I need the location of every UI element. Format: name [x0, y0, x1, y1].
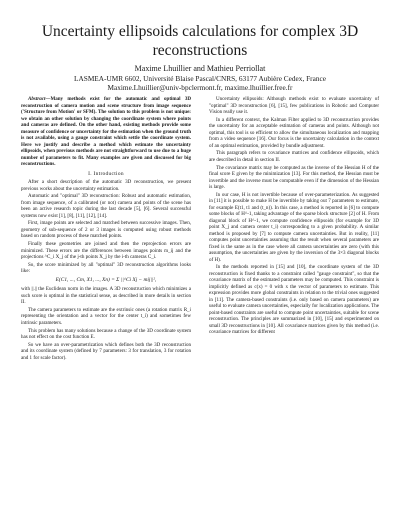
paragraph: In our case, H is not invertible because of over-parameterization. As suggested in [11] it is possible to make H be invertible by taking out 7 parameters to estimate, for example E(t1, t1 and (t_n)). In this case, a method is reported in [6] to compute some blocks of H^-1, taking advantage of the sparse block structure [2] of H. From diagonal block of H^-1, we compute confidence ellipsoids (for example for 3D point X_j and camera center t_i) corresponding to a given probability. A similar method is proposed by [7] to compute camera uncertainties. But in reality, [11] computes point uncertainties assuming that the result when several parameters are fixed is the same as in the case where all camera uncertainties are zero (with this assumption, the uncertainties are given by the inversion of the 3×3 diagonal blocks of H).: [209, 191, 379, 263]
author-block: [20, 64, 380, 92]
paragraph: with ||.|| the Euclidean norm in the images. A 3D reconstruction which minimizes a such score is optimal in the statistical sense, as described in more details in section II.: [21, 286, 191, 306]
abstract-label: Abstract—: [28, 96, 51, 102]
paragraph: In the methods reported in [15] and [10], the coordinate system of the 3D reconstruction is fixed thanks to a constraint called "gauge constraint", so that the covariance matrix of the estimated parameters may be computed. This constraint is implicitly defined as c(x) = 0 with x the vector of parameters to estimate. This expression provides more global constraints in relation to the trivial ones suggested in [11]. The camera-based constraints (i.e. only based on camera parameters) are useful to evaluate camera uncertainties, especially for localization applications. The point-based constraints are useful to compute point uncertainties, suitable for scene reconstruction. The principles are summarized in [10], [15] and experimented on small 3D reconstructions in [10]. All covariance matrices given by this method (i.e. covariance matrices for different: [209, 264, 379, 336]
paragraph: This paragraph refers to covariance matrices and confidence ellipsoids, which are described in detail in section II.: [209, 150, 379, 163]
author-emails: Maxime.Lhuillier@univ-bpclermont.fr, maxime.lhuillier.free.fr: [107, 83, 293, 92]
paragraph: So, the score minimized by all "optimal" 3D reconstruction algorithms looks like:: [21, 261, 191, 275]
paragraph: In a different context, the Kalman Filter applied to 3D reconstruction provides the uncertainty for an acceptable estimation of cameras and points. Although not optimal, this tool is so efficient to allow the simultaneous localization and mapping from a video sequence [16]. Our focus is the uncertainty calculation in the context of an optimal estimation, provided by bundle adjustment.: [209, 116, 379, 149]
paragraph: Finally these geometries are joined and then the reprojection errors are minimized. These errors are the differences between images points m_ij and the projections ^C_i X_j of the j-th points X_j by the i-th cameras C_i.: [21, 241, 191, 261]
section-heading-introduction: I. Introduction: [88, 170, 124, 177]
abstract: [21, 96, 191, 168]
score-equation: E(C1, ..., Cm, X1, ..., Xn) = Σ ||^Ci Xj − mij||²,: [55, 276, 157, 283]
abstract-text: Many methods exist for the automatic and optimal 3D reconstruction of camera motion and scene structure from image sequence ('Structure from Motion' or SFM). The solution to this problem is not unique: we obtain an other solution by changing the coordinate system where points and cameras are defined. On the other hand, existing methods provide some measure of confidence or uncertainty for the estimation when the ground truth is not available, using a gauge constraint which settle the coordinate system. Here we justify and describe a method which estimate the uncertainty ellipsoids, when previous methods are not straightforward to use due to a huge number of parameters to fit. Many examples are given and discussed for big reconstructions.: [21, 96, 191, 167]
paragraph: First, image points are selected and matched between successive images. Then, geometry of sub-sequence of 2 or 3 images is computed using robust methods based on random process of these matched points.: [21, 220, 191, 240]
paragraph: After a short description of the automatic 3D reconstruction, we present previous works about the uncertainty estimation.: [21, 179, 191, 192]
author-names: Maxime Lhuillier and Mathieu Perriollat: [134, 64, 266, 73]
paper-title: Uncertainty ellipsoids calculations for complex 3D reconstructions: [41, 23, 359, 59]
paragraph: Uncertainty ellipsoids: Although methods exist to evaluate uncertainty of "optimal" 3D reconstruction [6], [15], few publications in Robotic and Computer Vision really use it.: [209, 96, 379, 115]
paragraph: So we have an over-parametrization which defines both the 3D reconstruction and its coordinate system (defined by 7 parameters: 3 for translation, 3 for rotation and 1 for scale factor).: [21, 341, 191, 361]
right-column: [209, 96, 379, 337]
paragraph: The camera parameters to estimate are the extrinsic ones (a rotation matrix R_i representing the orientation and a vector for the center t_i) and sometimes few intrinsic parameters.: [21, 306, 191, 326]
paragraph: This problem has many solutions because a change of the 3D coordinate system has not effect on the cost function E.: [21, 327, 191, 341]
affiliation: LASMEA-UMR 6602, Université Blaise Pascal/CNRS, 63177 Aubière Cedex, France: [74, 74, 326, 83]
left-column: [21, 96, 191, 363]
paragraph: Automatic and "optimal" 3D reconstruction: Robust and automatic estimation, from image sequence, of a calibrated (or not) camera and points of the scene has been an active research topic during the last decade [5], [6]. Several successful systems now exist [1], [8], [11], [12], [14].: [21, 193, 191, 219]
paragraph: The covariance matrix may be computed as the inverse of the Hessian H of the final score E given by the minimization [13]. For this method, the Hessian must be invertible and the inverse must be computable even if the dimension of the Hessian is large.: [209, 164, 379, 191]
